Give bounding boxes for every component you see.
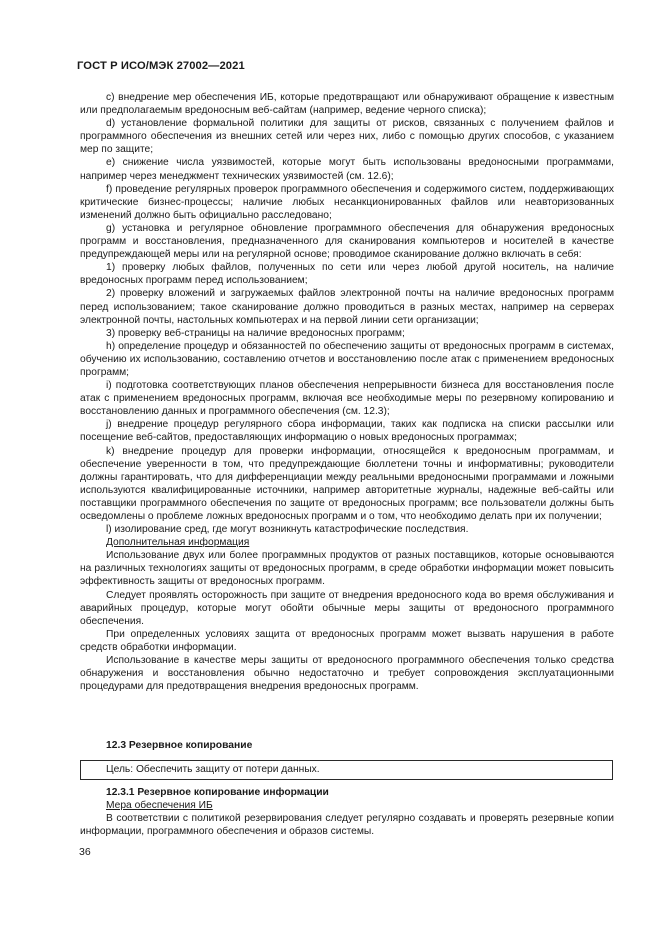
goal-box — [80, 760, 613, 780]
additional-paragraph-1: Использование двух или более программных продуктов от разных поставщиков, которые основываются на различных технологиях защиты от вредоносных программ, в среде обработки информации может повысить эффективность защиты от вредоносных программ. — [80, 550, 614, 588]
section-title: 12.3 Резервное копирование — [106, 740, 253, 751]
additional-info-heading-text: Дополнительная информация — [106, 537, 250, 549]
additional-paragraph-2: Следует проявлять осторожность при защите от внедрения вредоносного кода во время обслуживания и аварийных процедур, которые могут обойти обычные меры защиты от вредоносного программного обеспечения. — [80, 589, 614, 627]
additional-paragraph-3: При определенных условиях защита от вредоносных программ может вызвать нарушения в работе средств обработки информации. — [80, 628, 614, 653]
subsection-title: 12.3.1 Резервное копирование информации — [106, 787, 329, 798]
paragraph-g: g) установка и регулярное обновление программного обеспечения для обнаружения вредоносных программ и восстановления, предназначенного для сканирования компьютеров и носителей в качестве предупреждающей меры или на регулярной основе; проводимое сканирование должно включать в себя: — [80, 222, 614, 261]
goal-text: Цель: Обеспечить защиту от потери данных. — [106, 764, 320, 775]
paragraph-e: e) снижение числа уязвимостей, которые могут быть использованы вредоносными программами, например через менеджмент технических уязвимостей (см. 12.6); — [80, 157, 614, 182]
paragraph-g2: 2) проверку вложений и загружаемых файлов электронной почты на наличие вредоносных программ перед использованием; такое сканирование должно проводиться в разных местах, например на серверах электронной почты, настольных компьютерах и на первой линии сети организации; — [80, 288, 614, 326]
paragraph-c: c) внедрение мер обеспечения ИБ, которые предотвращают или обнаруживают обращение к известным или предполагаемым вредоносным веб-сайтам (например, ведение черного списка); — [80, 92, 614, 117]
paragraph-i: i) подготовка соответствующих планов обеспечения непрерывности бизнеса для восстановления после атак с применением вредоносных программ, включая все необходимые меры по резервному копированию и восстановлению данных и программного обеспечения (см. 12.3); — [80, 380, 614, 418]
subsection-paragraph: В соответствии с политикой резервирования следует регулярно создавать и проверять резервные копии информации, программного обеспечения и образов системы. — [80, 813, 614, 838]
additional-paragraph-4: Использование в качестве меры защиты от вредоносного программного обеспечения только средства обнаружения и восстановления обычно недостаточно и требует сопровождения эксплуатационными процедурами для предотвращения внедрения вредоносных программ. — [80, 655, 614, 693]
paragraph-d: d) установление формальной политики для защиты от рисков, связанных с получением файлов и программного обеспечения из внешних сетей или через них, либо с помощью других способов, с указанием мер по защите; — [80, 118, 614, 156]
paragraph-g1: 1) проверку любых файлов, полученных по сети или через любой другой носитель, на наличие вредоносных программ перед использованием; — [80, 262, 614, 287]
paragraph-k: k) внедрение процедур для проверки информации, относящейся к вредоносным программам, и обеспечение уверенности в том, что предупреждающие бюллетени точны и информативны; руководители должны гарантировать, что для дифференциации между реальными вредоносными программами и ложными используются квалифицированные источники, например авторитетные журналы, надежные веб-сайты или поставщики программного обеспечения по защите от вредоносных программ; все пользователи должны быть осведомлены о проблеме ложных вредоносных программ и о том, что необходимо делать при их получении; — [80, 445, 614, 522]
measure-heading-text: Мера обеспечения ИБ — [106, 800, 213, 812]
paragraph-l: l) изолирование сред, где могут возникнуть катастрофические последствия. — [106, 524, 469, 536]
page-number: 36 — [79, 846, 91, 858]
measure-heading — [80, 799, 614, 812]
paragraph-j: j) внедрение процедур регулярного сбора информации, таких как подписка на списки рассылки или посещение веб-сайтов, предоставляющих информацию о новых вредоносных программах; — [80, 419, 614, 444]
subsection-block — [80, 786, 614, 838]
document-header: ГОСТ Р ИСО/МЭК 27002—2021 — [77, 60, 245, 72]
additional-info-heading — [80, 536, 614, 549]
main-text-block — [80, 91, 614, 693]
paragraph-f: f) проведение регулярных проверок программного обеспечения и содержимого систем, поддерживающих критические бизнес-процессы; наличие любых несанкционированных файлов или неавторизованных изменений должно быть официально расследовано; — [80, 183, 614, 221]
paragraph-g3: 3) проверку веб-страницы на наличие вредоносных программ; — [106, 327, 405, 339]
paragraph-h: h) определение процедур и обязанностей по обеспечению защиты от вредоносных программ в системах, обучению их использованию, составлению отчетов и восстановлению после атак с применением вредоносных программ; — [80, 340, 614, 378]
